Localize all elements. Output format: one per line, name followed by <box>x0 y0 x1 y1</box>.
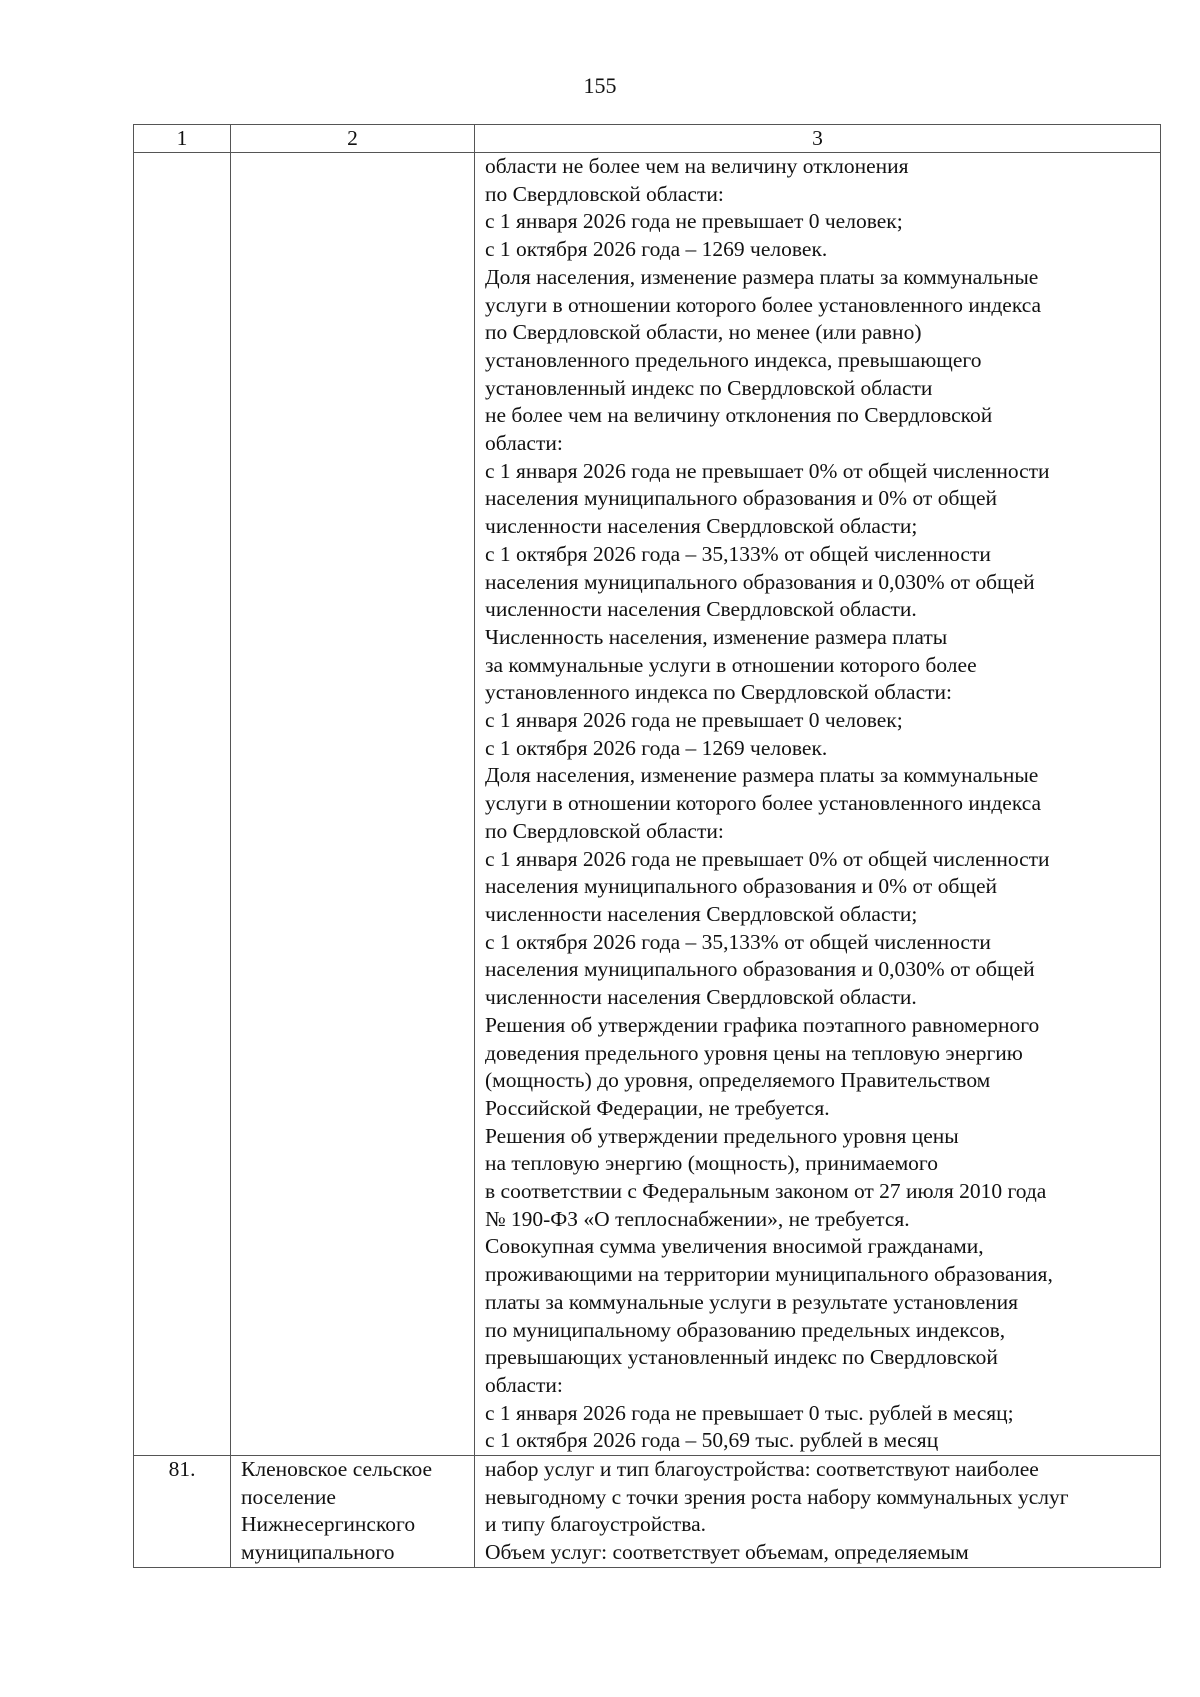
text-line: платы за коммунальные услуги в результате установления <box>485 1289 1019 1314</box>
text-line: за коммунальные услуги в отношении которого более <box>485 652 977 677</box>
tariff-table <box>133 124 1161 1568</box>
text-line: доведения предельного уровня цены на тепловую энергию <box>485 1040 1023 1065</box>
text-line: невыгодному с точки зрения роста набору коммунальных услуг <box>485 1484 1069 1509</box>
text-line: набор услуг и тип благоустройства: соответствуют наиболее <box>485 1457 1039 1482</box>
text-line: с 1 января 2026 года не превышает 0 человек; <box>485 708 903 733</box>
text-line: численности населения Свердловской области; <box>485 901 918 926</box>
text-line: Совокупная сумма увеличения вносимой гражданами, <box>485 1234 984 1259</box>
name-line: Кленовское сельское <box>241 1457 433 1482</box>
text-line: и типу благоустройства. <box>485 1512 706 1537</box>
table-header-row <box>134 125 1161 153</box>
name-line: Нижнесергинского <box>241 1512 416 1537</box>
text-line: с 1 января 2026 года не превышает 0% от общей численности <box>485 846 1050 871</box>
text-line: населения муниципального образования и 0,030% от общей <box>485 569 1035 594</box>
text-line: услуги в отношении которого более установленного индекса <box>485 791 1042 816</box>
text-line: превышающих установленный индекс по Свердловской <box>485 1345 998 1370</box>
text-line: с 1 января 2026 года не превышает 0 тыс. рублей в месяц; <box>485 1400 1014 1425</box>
text-line: с 1 октября 2026 года – 50,69 тыс. рублей в месяц <box>485 1428 939 1453</box>
text-line: Численность населения, изменение размера платы <box>485 624 948 649</box>
text-line: по Свердловской области, но менее (или равно) <box>485 320 922 345</box>
text-line: на тепловую энергию (мощность), принимаемого <box>485 1151 938 1176</box>
cont-col-2 <box>231 153 475 1456</box>
text-line: проживающими на территории муниципального образования, <box>485 1262 1053 1287</box>
text-line: населения муниципального образования и 0% от общей <box>485 486 997 511</box>
text-line: Объем услуг: соответствует объемам, определяемым <box>485 1540 969 1565</box>
name-line: поселение <box>241 1484 336 1509</box>
text-line: Решения об утверждении предельного уровня цены <box>485 1123 959 1148</box>
text-line: области: <box>485 431 563 456</box>
text-line: Доля населения, изменение размера платы за коммунальные <box>485 264 1039 289</box>
text-line: по муниципальному образованию предельных индексов, <box>485 1317 1006 1342</box>
text-line: области не более чем на величину отклонения <box>485 154 909 178</box>
text-line: услуги в отношении которого более установленного индекса <box>485 292 1042 317</box>
text-line: с 1 октября 2026 года – 35,133% от общей численности <box>485 929 991 954</box>
text-line: не более чем на величину отклонения по Свердловской <box>485 403 993 428</box>
table-row-81 <box>134 1456 1161 1568</box>
header-col-3: 3 <box>475 125 1161 153</box>
text-line: численности населения Свердловской области; <box>485 514 918 539</box>
text-line: населения муниципального образования и 0% от общей <box>485 874 997 899</box>
text-line: населения муниципального образования и 0,030% от общей <box>485 957 1035 982</box>
text-line: установленного предельного индекса, превышающего <box>485 347 982 372</box>
text-line: № 190-ФЗ «О теплоснабжении», не требуется. <box>485 1206 910 1231</box>
text-line: с 1 января 2026 года не превышает 0% от общей численности <box>485 458 1050 483</box>
text-line: численности населения Свердловской области. <box>485 985 917 1010</box>
text-line: в соответствии с Федеральным законом от 27 июля 2010 года <box>485 1179 1047 1204</box>
text-line: с 1 октября 2026 года – 1269 человек. <box>485 735 828 760</box>
cont-col-1 <box>134 153 231 1456</box>
row-number: 81. <box>134 1456 231 1568</box>
text-line: установленный индекс по Свердловской области <box>485 375 933 400</box>
text-line: Российской Федерации, не требуется. <box>485 1095 830 1120</box>
text-line: области: <box>485 1372 563 1397</box>
cont-col-3-text <box>475 153 1161 1456</box>
text-line: с 1 октября 2026 года – 35,133% от общей численности <box>485 541 991 566</box>
text-line: Доля населения, изменение размера платы за коммунальные <box>485 763 1039 788</box>
text-line: с 1 января 2026 года не превышает 0 человек; <box>485 209 903 234</box>
name-line: муниципального <box>241 1540 395 1565</box>
header-col-1: 1 <box>134 125 231 153</box>
text-line: установленного индекса по Свердловской области: <box>485 680 953 705</box>
text-line: по Свердловской области: <box>485 818 724 843</box>
text-line: (мощность) до уровня, определяемого Правительством <box>485 1068 991 1093</box>
text-line: Решения об утверждении графика поэтапного равномерного <box>485 1012 1040 1037</box>
table-row-continuation <box>134 153 1161 1456</box>
text-line: численности населения Свердловской области. <box>485 597 917 622</box>
page-number: 155 <box>583 73 617 98</box>
row-81-col-3-text <box>475 1456 1161 1568</box>
text-line: по Свердловской области: <box>485 181 724 206</box>
text-line: с 1 октября 2026 года – 1269 человек. <box>485 237 828 262</box>
header-col-2: 2 <box>231 125 475 153</box>
municipality-name <box>231 1456 475 1568</box>
